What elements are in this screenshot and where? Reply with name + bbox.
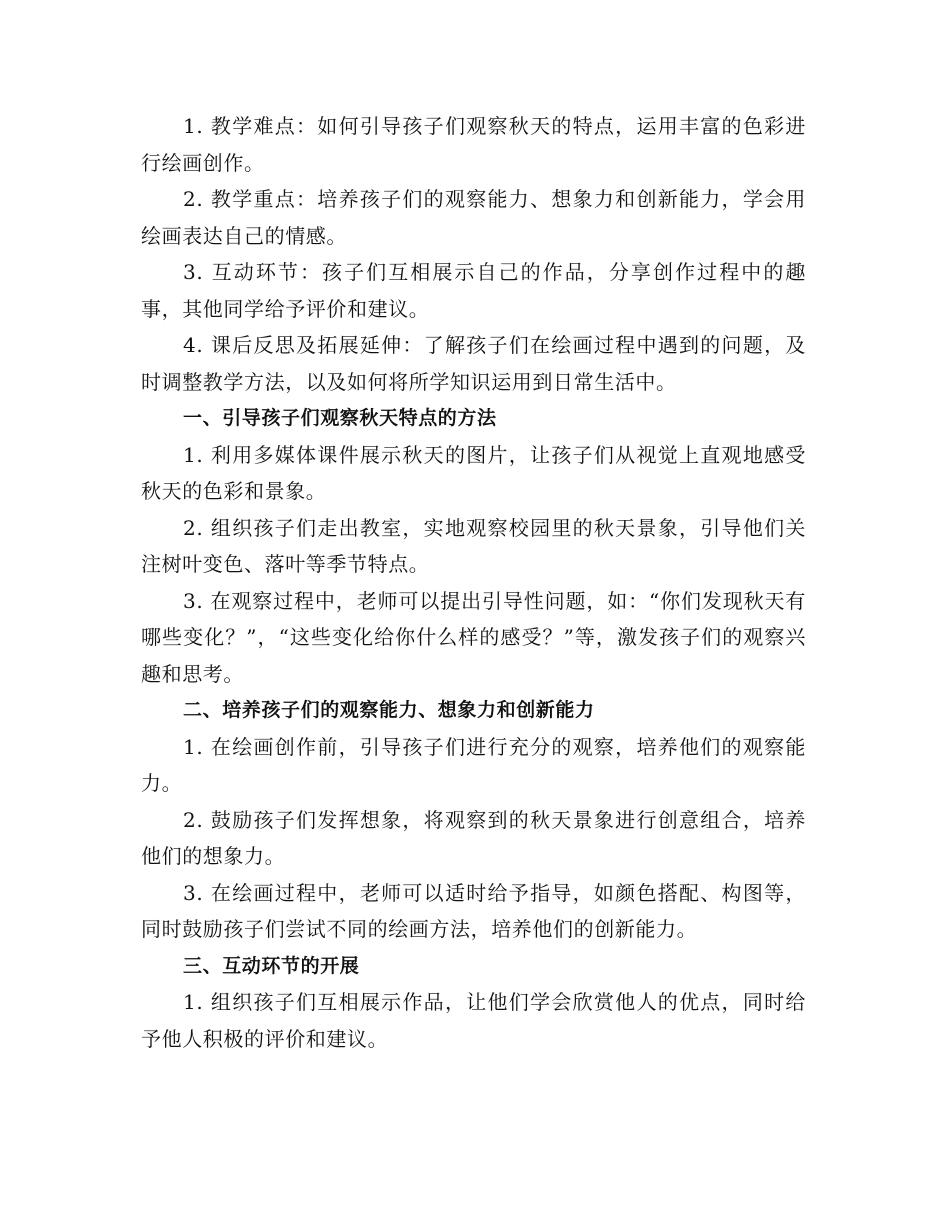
paragraph-s2-item-3: 3. 在绘画过程中，老师可以适时给予指导，如颜色搭配、构图等，同时鼓励孩子们尝试不同的绘画方法，培养他们的创新能力。 [141,880,806,941]
paragraph-s1-item-2: 2. 组织孩子们走出教室，实地观察校园里的秋天景象，引导他们关注树叶变色、落叶等季节特点。 [141,515,806,576]
paragraph-s3-item-1: 1. 组织孩子们互相展示作品，让他们学会欣赏他人的优点，同时给予他人积极的评价和建议。 [141,990,806,1051]
section-heading-1: 一、引导孩子们观察秋天特点的方法 [183,407,497,429]
paragraph-s1-item-1: 1. 利用多媒体课件展示秋天的图片，让孩子们从视觉上直观地感受秋天的色彩和景象。 [141,442,806,503]
paragraph-reflection: 4. 课后反思及拓展延伸：了解孩子们在绘画过程中遇到的问题，及时调整教学方法，以及如何将所学知识运用到日常生活中。 [141,333,806,394]
paragraph-difficulty: 1. 教学难点：如何引导孩子们观察秋天的特点，运用丰富的色彩进行绘画创作。 [141,114,806,175]
paragraph-s2-item-2: 2. 鼓励孩子们发挥想象，将观察到的秋天景象进行创意组合，培养他们的想象力。 [141,807,806,868]
document-body [141,108,806,1057]
paragraph-key-points: 2. 教学重点：培养孩子们的观察能力、想象力和创新能力，学会用绘画表达自己的情感。 [141,187,806,248]
paragraph-interaction: 3. 互动环节：孩子们互相展示自己的作品，分享创作过程中的趣事，其他同学给予评价和建议。 [141,260,806,321]
section-heading-2: 二、培养孩子们的观察能力、想象力和创新能力 [183,699,595,721]
paragraph-s1-item-3: 3. 在观察过程中，老师可以提出引导性问题，如：“你们发现秋天有哪些变化？”，“这些变化给你什么样的感受？”等，激发孩子们的观察兴趣和思考。 [141,588,806,686]
paragraph-s2-item-1: 1. 在绘画创作前，引导孩子们进行充分的观察，培养他们的观察能力。 [141,734,806,795]
section-heading-3: 三、互动环节的开展 [183,954,360,977]
